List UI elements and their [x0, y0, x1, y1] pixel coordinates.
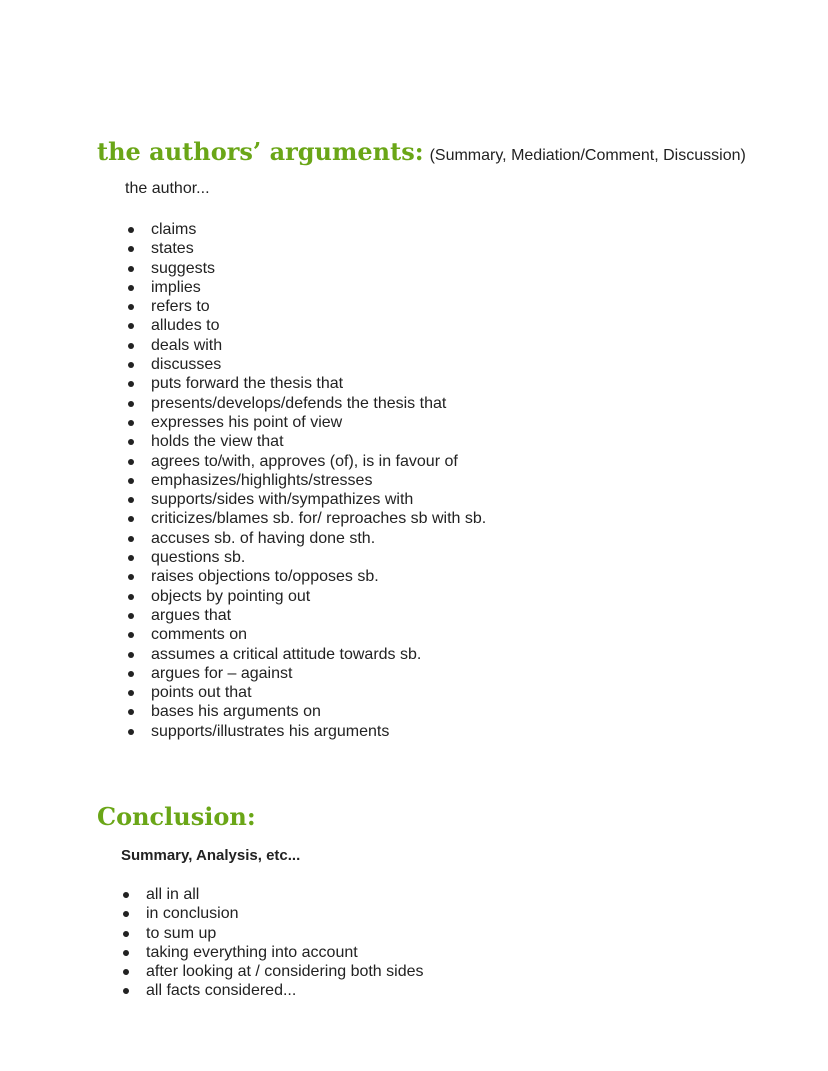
- bullet-icon: [128, 516, 134, 522]
- bullet-icon: [123, 950, 129, 956]
- arguments-bullet-list: [125, 220, 486, 741]
- section-lead-text: Summary, Analysis, etc...: [121, 847, 301, 864]
- list-item: [125, 374, 486, 393]
- bullet-icon: [128, 594, 134, 600]
- list-item-text: agrees to/with, approves (of), is in favour of: [151, 452, 458, 470]
- heading-text: Conclusion:: [97, 802, 256, 831]
- list-item-text: comments on: [151, 626, 248, 644]
- list-item: [120, 943, 424, 962]
- bullet-icon: [128, 497, 134, 503]
- bullet-icon: [128, 285, 134, 291]
- list-item: [125, 239, 486, 258]
- heading-text: the authors’ arguments:: [97, 137, 424, 166]
- bullet-icon: [123, 931, 129, 937]
- list-item: [125, 645, 486, 664]
- list-item: [125, 394, 486, 413]
- list-item: [125, 529, 486, 548]
- list-item: [120, 924, 424, 943]
- conclusion-bullet-list: [120, 885, 424, 1001]
- list-item: [125, 278, 486, 297]
- list-item-text: states: [151, 240, 194, 258]
- list-item-text: puts forward the thesis that: [151, 375, 344, 393]
- list-item-text: refers to: [151, 298, 210, 316]
- bullet-icon: [128, 652, 134, 658]
- bullet-icon: [128, 323, 134, 329]
- list-item-text: argues for – against: [151, 664, 293, 682]
- list-item-text: all facts considered...: [146, 982, 297, 1000]
- list-item-text: implies: [151, 278, 201, 296]
- list-item: [125, 548, 486, 567]
- list-item: [120, 981, 424, 1000]
- list-item: [125, 567, 486, 586]
- list-item-text: all in all: [146, 886, 200, 903]
- bullet-icon: [128, 690, 134, 696]
- bullet-icon: [128, 439, 134, 445]
- list-item-text: objects by pointing out: [151, 587, 311, 605]
- list-item: [120, 885, 424, 904]
- list-item-text: expresses his point of view: [151, 413, 343, 431]
- list-item-text: assumes a critical attitude towards sb.: [151, 645, 422, 663]
- list-item: [125, 413, 486, 432]
- bullet-icon: [128, 266, 134, 272]
- list-item: [125, 259, 486, 278]
- list-item: [125, 509, 486, 528]
- list-item-text: supports/sides with/sympathizes with: [151, 491, 414, 509]
- list-item: [125, 587, 486, 606]
- list-item: [120, 962, 424, 981]
- bullet-icon: [128, 362, 134, 368]
- list-item: [125, 220, 486, 239]
- list-item-text: holds the view that: [151, 433, 284, 451]
- list-item: [125, 683, 486, 702]
- list-item: [125, 722, 486, 741]
- bullet-icon: [128, 555, 134, 561]
- bullet-icon: [123, 911, 129, 917]
- bullet-icon: [128, 671, 134, 677]
- list-item-text: points out that: [151, 684, 252, 702]
- list-item-text: discusses: [151, 356, 222, 374]
- bullet-icon: [128, 613, 134, 619]
- bullet-icon: [128, 420, 134, 426]
- list-item: [125, 432, 486, 451]
- bullet-icon: [128, 574, 134, 580]
- bullet-icon: [128, 227, 134, 233]
- list-item-text: raises objections to/opposes sb.: [151, 568, 379, 586]
- section-heading-arguments: [97, 137, 746, 171]
- bullet-icon: [128, 246, 134, 252]
- bullet-icon: [128, 401, 134, 407]
- bullet-icon: [123, 969, 129, 975]
- list-item: [125, 336, 486, 355]
- list-item-text: to sum up: [146, 924, 217, 942]
- bullet-icon: [128, 343, 134, 349]
- list-item: [125, 316, 486, 335]
- bullet-icon: [123, 892, 129, 898]
- list-item-text: alludes to: [151, 317, 220, 335]
- list-item-text: suggests: [151, 259, 216, 277]
- list-item-text: presents/develops/defends the thesis that: [151, 394, 447, 412]
- section-lead-text: the author...: [125, 180, 210, 197]
- list-item: [125, 664, 486, 683]
- list-item-text: criticizes/blames sb. for/ reproaches sb with sb.: [151, 510, 487, 528]
- list-item-text: claims: [151, 221, 197, 238]
- list-item: [125, 452, 486, 471]
- bullet-icon: [128, 478, 134, 484]
- list-item-text: accuses sb. of having done sth.: [151, 529, 376, 547]
- list-item: [125, 490, 486, 509]
- bullet-icon: [128, 632, 134, 638]
- list-item: [125, 297, 486, 316]
- list-item: [120, 904, 424, 923]
- bullet-icon: [128, 536, 134, 542]
- section-heading-conclusion: [97, 802, 256, 832]
- list-item-text: after looking at / considering both sides: [146, 963, 424, 981]
- list-item-text: emphasizes/highlights/stresses: [151, 471, 373, 489]
- list-item-text: taking everything into account: [146, 943, 358, 961]
- bullet-icon: [128, 304, 134, 310]
- list-item-text: supports/illustrates his arguments: [151, 722, 390, 740]
- bullet-icon: [123, 988, 129, 994]
- list-item: [125, 625, 486, 644]
- list-item: [125, 471, 486, 490]
- bullet-icon: [128, 381, 134, 387]
- list-item: [125, 355, 486, 374]
- list-item-text: deals with: [151, 336, 223, 354]
- list-item-text: argues that: [151, 606, 232, 624]
- bullet-icon: [128, 729, 134, 735]
- list-item-text: in conclusion: [146, 905, 239, 923]
- list-item-text: questions sb.: [151, 549, 246, 567]
- list-item: [125, 702, 486, 721]
- bullet-icon: [128, 459, 134, 465]
- list-item-text: bases his arguments on: [151, 703, 321, 721]
- bullet-icon: [128, 709, 134, 715]
- heading-subtitle: (Summary, Mediation/Comment, Discussion): [429, 147, 746, 164]
- list-item: [125, 606, 486, 625]
